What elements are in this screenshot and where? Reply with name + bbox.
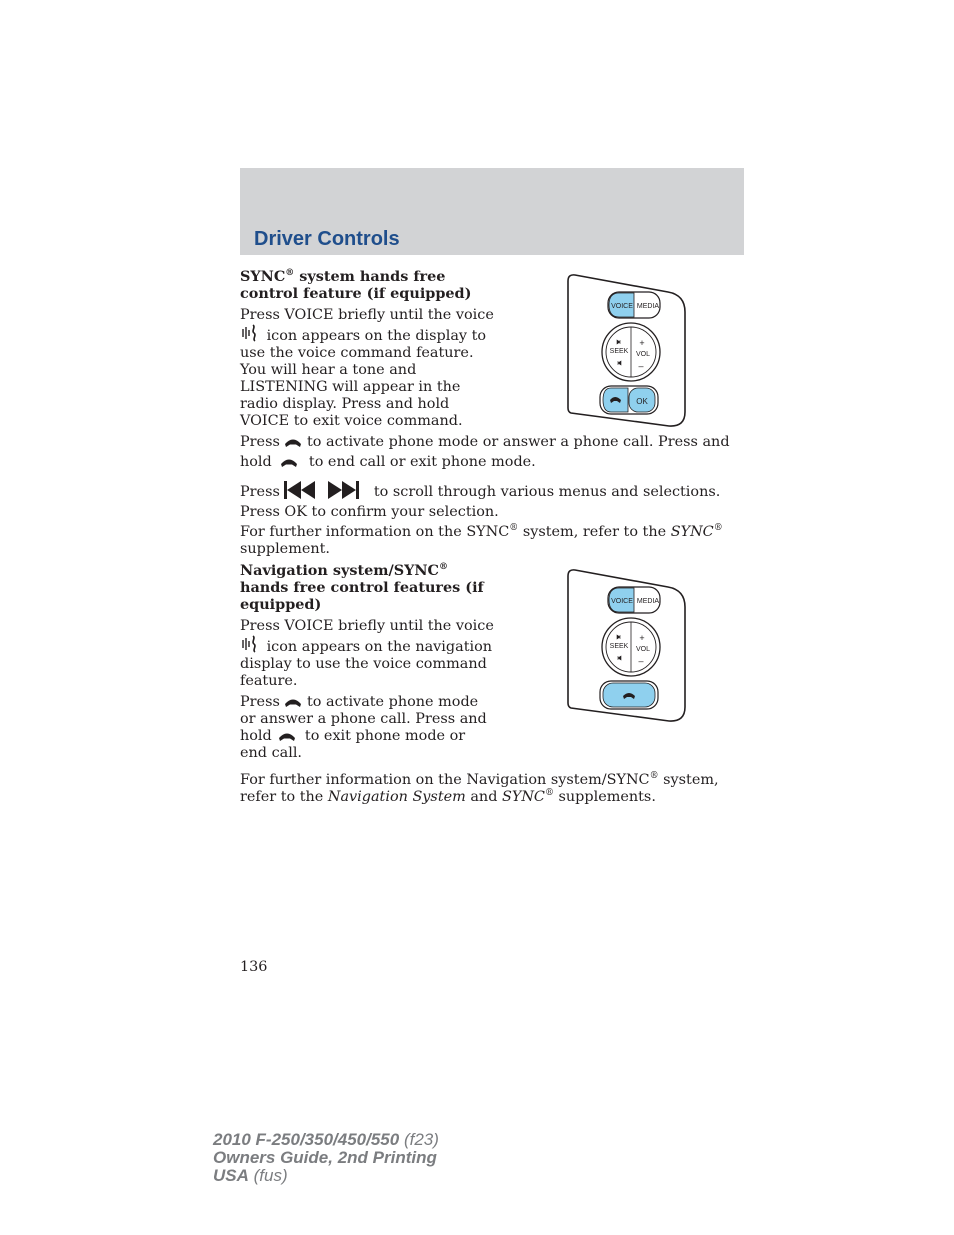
footer-line-2: Owners Guide, 2nd Printing xyxy=(213,1148,437,1167)
navigation-supplement-title: Navigation System xyxy=(327,789,466,805)
voice-label: VOICE xyxy=(611,303,633,310)
footer-line-3 xyxy=(213,1167,439,1185)
voice-icon xyxy=(240,635,262,653)
paragraph-text: to end call or exit phone mode. xyxy=(308,454,536,470)
footer-market-code: (fus) xyxy=(248,1166,288,1185)
sync-heading xyxy=(240,268,500,302)
paragraph-text: Press xyxy=(240,694,280,710)
seek-label: SEEK xyxy=(609,348,629,355)
paragraph-text: to scroll through various menus and selections. Press OK to confirm your selection. xyxy=(240,484,721,520)
nav-further-info xyxy=(240,772,750,806)
voice-label: VOICE xyxy=(611,598,633,605)
media-label: MEDIA xyxy=(636,598,660,605)
paragraph-text: system, refer to the xyxy=(240,772,719,805)
plus-label: + xyxy=(639,338,645,348)
footer-model: 2010 F-250/350/450/550 xyxy=(213,1130,400,1149)
paragraph-text: For further information on the Navigation system/SYNC xyxy=(240,772,650,788)
media-label: MEDIA xyxy=(636,303,660,310)
paragraph-text: supplement. xyxy=(240,541,330,557)
seek-label: SEEK xyxy=(609,643,629,650)
phone-icon xyxy=(276,730,300,742)
registered-mark: ® xyxy=(544,788,554,799)
seek-volume-dial xyxy=(602,618,660,676)
registered-mark: ® xyxy=(509,523,519,534)
paragraph-text: Press VOICE briefly until the voice xyxy=(240,307,494,323)
paragraph-text: supplements. xyxy=(553,789,656,805)
seek-volume-dial xyxy=(602,323,660,381)
paragraph-text: Press xyxy=(240,434,280,450)
minus-label: – xyxy=(638,361,644,371)
nav-phone-paragraph xyxy=(240,694,495,762)
plus-label: + xyxy=(639,633,645,643)
voice-button xyxy=(608,587,660,613)
section-title: Driver Controls xyxy=(254,228,400,250)
vol-label: VOL xyxy=(635,351,651,358)
paragraph-text: to exit phone mode or end call. xyxy=(240,728,466,761)
page-number: 136 xyxy=(240,959,268,975)
phone-icon xyxy=(284,696,302,708)
footer-line-1 xyxy=(213,1131,439,1149)
phone-icon xyxy=(276,456,304,468)
registered-mark: ® xyxy=(713,523,723,534)
paragraph-text: icon appears on the display to use the voice command feature. You will hear a tone and LISTENING will appear in the radio display. Press and hold VOICE to exit voice command. xyxy=(240,328,487,429)
paragraph-text: icon appears on the navigation display to use the voice command feature. xyxy=(240,639,493,689)
paragraph-text: Press xyxy=(240,484,280,500)
paragraph-text: system, refer to the xyxy=(518,524,671,540)
section-header-band xyxy=(240,168,744,255)
seek-buttons-icon xyxy=(282,480,366,500)
sync-further-info xyxy=(240,524,745,558)
sync-heading-part: SYNC xyxy=(240,268,286,285)
voice-button xyxy=(608,292,660,318)
paragraph-text: to activate phone mode or answer a phone call. Press and hold xyxy=(240,694,487,744)
registered-mark: ® xyxy=(439,562,449,573)
paragraph-text: and xyxy=(465,789,502,805)
sync-heading-part: system hands free control feature (if equipped) xyxy=(240,268,472,302)
sync-seek-paragraph xyxy=(240,480,745,522)
nav-heading-part: hands free control features (if equipped) xyxy=(240,579,484,613)
minus-label: – xyxy=(638,656,644,666)
voice-icon xyxy=(240,324,262,342)
sync-supplement-title: SYNC xyxy=(501,789,545,805)
sync-voice-paragraph xyxy=(240,307,495,430)
ok-label: OK xyxy=(636,397,648,406)
nav-voice-paragraph xyxy=(240,618,495,690)
registered-mark: ® xyxy=(649,771,659,782)
vol-label: VOL xyxy=(635,646,651,653)
phone-ok-buttons xyxy=(600,386,658,414)
sync-supplement-title: SYNC xyxy=(670,524,714,540)
sync-phone-paragraph xyxy=(240,432,745,472)
paragraph-text: For further information on the SYNC xyxy=(240,524,510,540)
phone-button xyxy=(600,681,658,709)
paragraph-text: to activate phone mode or answer a phone call. Press and hold xyxy=(240,434,730,470)
nav-sync-heading xyxy=(240,562,500,613)
sync-steering-controls-illustration xyxy=(565,272,690,430)
paragraph-text: Press VOICE briefly until the voice xyxy=(240,618,494,634)
nav-sync-steering-controls-illustration xyxy=(565,567,690,725)
footer-market: USA xyxy=(213,1166,249,1185)
nav-heading-part: Navigation system/SYNC xyxy=(240,562,440,579)
footer-model-code: (f23) xyxy=(399,1130,439,1149)
document-footer xyxy=(213,1131,439,1185)
registered-mark: ® xyxy=(285,268,295,279)
phone-icon xyxy=(284,436,302,448)
